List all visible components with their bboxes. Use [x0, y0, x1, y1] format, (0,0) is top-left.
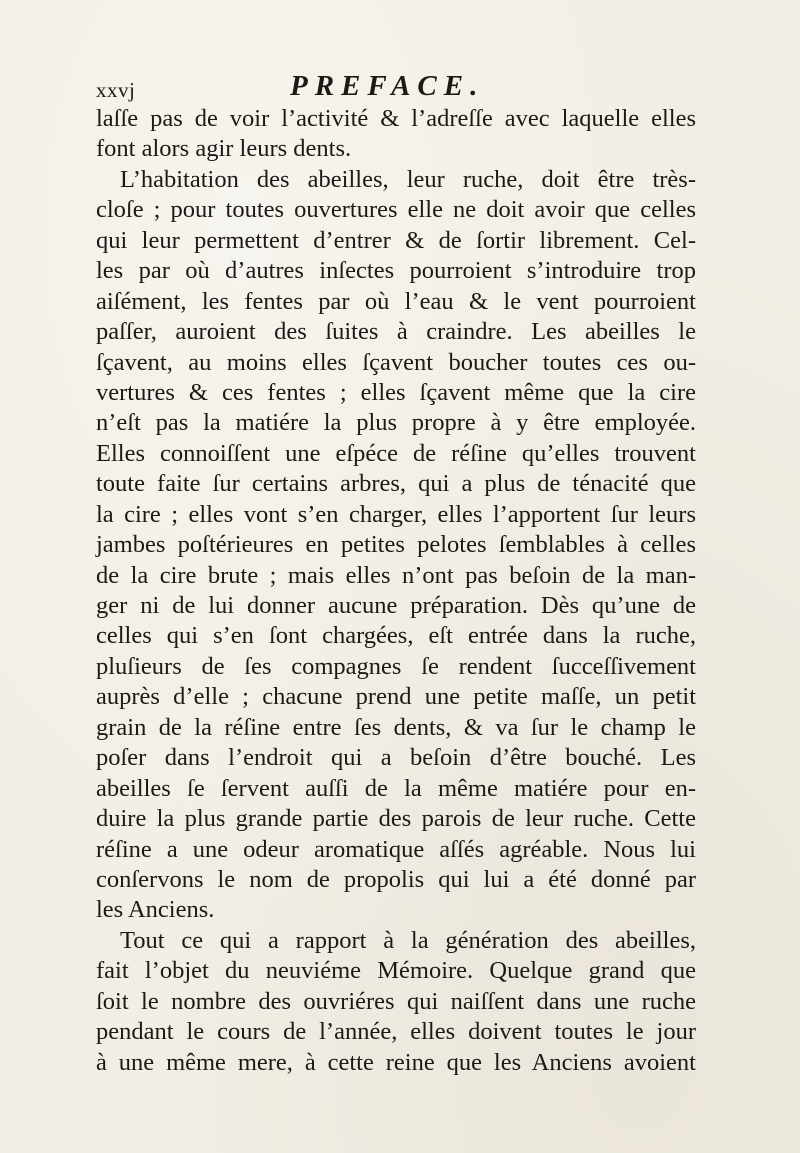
text-line: celles qui s’en ſont chargées, eſt entrée dans la ruche, — [96, 622, 696, 650]
text-line: auprès d’elle ; chacune prend une petite maſſe, un petit — [96, 683, 696, 711]
text-line: L’habitation des abeilles, leur ruche, doit être très- — [120, 165, 696, 193]
text-line: vertures & ces fentes ; elles ſçavent même que la cire — [96, 378, 696, 406]
text-line: grain de la réſine entre ſes dents, & va ſur le champ le — [96, 713, 696, 741]
page-number: xxvj — [96, 78, 136, 102]
text-line: ger ni de lui donner aucune préparation. Dès qu’une de — [96, 592, 696, 619]
text-line: jambes poſtérieures en petites pelotes ſemblables à celles — [96, 531, 696, 559]
page-header — [96, 70, 656, 104]
text-line: cloſe ; pour toutes ouvertures elle ne doit avoir que celles — [96, 196, 696, 224]
text-line: ſçavent, au moins elles ſçavent boucher toutes ces ou- — [96, 348, 696, 376]
text-line: les Anciens. — [96, 896, 215, 924]
text-line: font alors agir leurs dents. — [96, 135, 352, 163]
text-line: toute faite ſur certains arbres, qui a plus de ténacité que — [96, 470, 696, 498]
text-line: réſine a une odeur aromatique aſſés agréable. Nous lui — [96, 835, 696, 863]
text-line: paſſer, auroient des ſuites à craindre. Les abeilles le — [96, 318, 696, 346]
running-title: PREFACE. — [290, 70, 485, 102]
text-line: aiſément, les fentes par où l’eau & le vent pourroient — [96, 287, 696, 315]
text-line: duire la plus grande partie des parois de leur ruche. Cette — [96, 805, 696, 833]
text-line: conſervons le nom de propolis qui lui a été donné par — [96, 865, 696, 893]
text-line: pendant le cours de l’année, elles doivent toutes le jour — [96, 1018, 696, 1046]
text-line: abeilles ſe ſervent auſſi de la même matiére pour en- — [96, 774, 696, 802]
text-line: fait l’objet du neuviéme Mémoire. Quelque grand que — [96, 957, 696, 985]
text-line: les par où d’autres inſectes pourroient s’introduire trop — [96, 257, 696, 285]
text-line: laſſe pas de voir l’activité & l’adreſſe avec laquelle elles — [96, 105, 696, 132]
text-line: qui leur permettent d’entrer & de ſortir librement. Cel- — [96, 226, 696, 254]
text-line: ſoit le nombre des ouvriéres qui naiſſent dans une ruche — [96, 987, 696, 1015]
text-line: de la cire brute ; mais elles n’ont pas beſoin de la man- — [96, 561, 696, 589]
body-text — [96, 104, 696, 1078]
text-line: à une même mere, à cette reine que les Anciens avoient — [96, 1048, 696, 1076]
text-line: Elles connoiſſent une eſpéce de réſine qu’elles trouvent — [96, 439, 696, 467]
text-line: poſer dans l’endroit qui a beſoin d’être bouché. Les — [96, 744, 696, 772]
text-line: pluſieurs de ſes compagnes ſe rendent ſucceſſivement — [96, 652, 696, 680]
text-line: la cire ; elles vont s’en charger, elles l’apportent ſur leurs — [96, 500, 696, 528]
text-line: n’eſt pas la matiére la plus propre à y être employée. — [96, 409, 696, 437]
text-line: Tout ce qui a rapport à la génération des abeilles, — [120, 926, 696, 954]
